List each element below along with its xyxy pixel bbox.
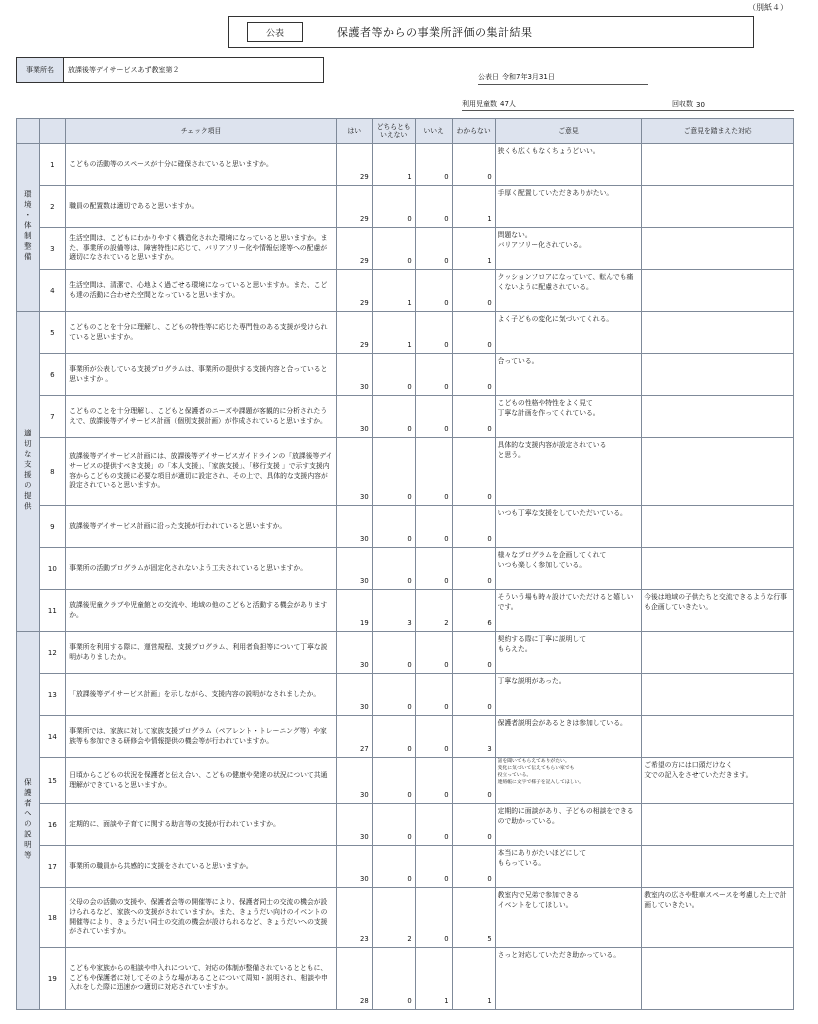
count-yes: 30 bbox=[336, 438, 372, 506]
header-unknown: わからない bbox=[452, 119, 495, 144]
check-item: 放課後児童クラブや児童館との交流や、地域の他のこどもと活動する機会がありますか。 bbox=[66, 590, 337, 632]
user-count bbox=[462, 99, 516, 109]
user-count-label: 利用児童数 bbox=[462, 100, 497, 108]
count-neither: 0 bbox=[372, 548, 415, 590]
response-cell: 教室内の広さや駐車スペースを考慮した上で計画していきたい。 bbox=[642, 888, 794, 948]
check-item: 事業所を利用する際に、運営規程、支援プログラム、利用者負担等について丁寧な説明がありましたか。 bbox=[66, 632, 337, 674]
check-item: こどものことを十分に理解し、こどもの特性等に応じた専門性のある支援が受けられていると思いますか。 bbox=[66, 312, 337, 354]
opinion-cell: 定期的に面談があり、子どもの相談をできるので助かっている。 bbox=[495, 804, 642, 846]
response-cell bbox=[642, 846, 794, 888]
check-item: 放課後等デイサービス計画には、放課後等デイサービスガイドラインの「放課後等デイサービスの提供すべき支援」の「本人支援」、「家族支援」、「移行支援 」で示す支援内容からこどもの支援に必要な項目が適切に設定され、その上で、具体的な支援内容が設定されていると思いますか。 bbox=[66, 438, 337, 506]
opinion-cell: 狭くも広くもなくちょうどいい。 bbox=[495, 144, 642, 186]
count-no: 0 bbox=[415, 144, 452, 186]
response-cell bbox=[642, 144, 794, 186]
opinion-cell: クッションフロアになっていて、転んでも痛くないように配慮されている。 bbox=[495, 270, 642, 312]
row-number: 15 bbox=[39, 758, 66, 804]
count-neither: 0 bbox=[372, 632, 415, 674]
category-cell bbox=[17, 312, 40, 632]
count-neither: 0 bbox=[372, 804, 415, 846]
category-cell bbox=[17, 144, 40, 312]
check-item: こどもの活動等のスペースが十分に確保されていると思いますか。 bbox=[66, 144, 337, 186]
response-cell: 今後は地域の子供たちと交流できるような行事も企画していきたい。 bbox=[642, 590, 794, 632]
count-unknown: 0 bbox=[452, 438, 495, 506]
count-unknown: 1 bbox=[452, 948, 495, 1010]
count-unknown: 0 bbox=[452, 144, 495, 186]
row-number: 4 bbox=[39, 270, 66, 312]
response-cell bbox=[642, 438, 794, 506]
opinion-cell: 教室内で兄弟で参加できる イベントをしてほしい。 bbox=[495, 888, 642, 948]
check-item: 定期的に、面談や子育てに関する助言等の支援が行われていますか。 bbox=[66, 804, 337, 846]
response-count-value: 30 bbox=[696, 101, 705, 109]
response-cell: ご希望の方には口頭だけなく 文での記入をさせていただきます。 bbox=[642, 758, 794, 804]
count-yes: 30 bbox=[336, 354, 372, 396]
table-row bbox=[17, 548, 794, 590]
response-cell bbox=[642, 948, 794, 1010]
count-no: 0 bbox=[415, 506, 452, 548]
opinion-cell: 話を聞いてもらえてありがたい。 変化に気づいて伝えてもらい家でも 役立っている。 連絡帳に文字で様子を記入してほしい。 bbox=[495, 758, 642, 804]
publish-date-underline bbox=[478, 84, 648, 85]
table-row bbox=[17, 804, 794, 846]
response-cell bbox=[642, 674, 794, 716]
table-row bbox=[17, 312, 794, 354]
row-number: 18 bbox=[39, 888, 66, 948]
count-unknown: 0 bbox=[452, 354, 495, 396]
response-count bbox=[672, 99, 705, 109]
count-unknown: 0 bbox=[452, 506, 495, 548]
opinion-cell: 丁寧な説明があった。 bbox=[495, 674, 642, 716]
count-neither: 3 bbox=[372, 590, 415, 632]
row-number: 9 bbox=[39, 506, 66, 548]
count-yes: 28 bbox=[336, 948, 372, 1010]
count-yes: 30 bbox=[336, 758, 372, 804]
count-neither: 0 bbox=[372, 674, 415, 716]
count-yes: 30 bbox=[336, 396, 372, 438]
opinion-cell: よく子どもの変化に気づいてくれる。 bbox=[495, 312, 642, 354]
count-unknown: 0 bbox=[452, 548, 495, 590]
count-no: 0 bbox=[415, 354, 452, 396]
header-category bbox=[17, 119, 40, 144]
count-neither: 0 bbox=[372, 846, 415, 888]
count-no: 0 bbox=[415, 438, 452, 506]
count-neither: 0 bbox=[372, 438, 415, 506]
count-no: 0 bbox=[415, 758, 452, 804]
check-item: 日頃からこどもの状況を保護者と伝え合い、こどもの健康や発達の状況について共通理解ができていると思いますか。 bbox=[66, 758, 337, 804]
table-row bbox=[17, 590, 794, 632]
table-row bbox=[17, 144, 794, 186]
table-row bbox=[17, 438, 794, 506]
count-yes: 23 bbox=[336, 888, 372, 948]
row-number: 19 bbox=[39, 948, 66, 1010]
row-number: 5 bbox=[39, 312, 66, 354]
header-no-answer: いいえ bbox=[415, 119, 452, 144]
check-item: こどもや家族からの相談や申入れについて、対応の体制が整備されているとともに、こどもや保護者に対してそのような場があることについて周知・説明され、相談や申入れをした際に迅速かつ適切に対応されていますか。 bbox=[66, 948, 337, 1010]
count-no: 2 bbox=[415, 590, 452, 632]
table-row bbox=[17, 270, 794, 312]
row-number: 13 bbox=[39, 674, 66, 716]
table-row bbox=[17, 186, 794, 228]
count-unknown: 0 bbox=[452, 632, 495, 674]
response-cell bbox=[642, 396, 794, 438]
count-neither: 0 bbox=[372, 354, 415, 396]
count-neither: 0 bbox=[372, 506, 415, 548]
public-tag: 公表 bbox=[247, 22, 303, 42]
table-row bbox=[17, 632, 794, 674]
check-item: 職員の配置数は適切であると思いますか。 bbox=[66, 186, 337, 228]
count-yes: 30 bbox=[336, 632, 372, 674]
row-number: 17 bbox=[39, 846, 66, 888]
check-item: 事業所では、家族に対して家族支援プログラム（ペアレント・トレーニング等）や家族等も参加できる研修会や情報提供の機会等が行われていますか。 bbox=[66, 716, 337, 758]
check-item: 生活空間は、清潔で、心地よく過ごせる環境になっていると思いますか。また、こども達の活動に合わせた空間となっていると思いますか。 bbox=[66, 270, 337, 312]
publish-date-label: 公表日 bbox=[478, 73, 499, 81]
row-number: 8 bbox=[39, 438, 66, 506]
count-unknown: 0 bbox=[452, 312, 495, 354]
response-cell bbox=[642, 548, 794, 590]
category-label: 環境・体制整備 bbox=[23, 190, 33, 263]
response-cell bbox=[642, 312, 794, 354]
count-unknown: 0 bbox=[452, 270, 495, 312]
count-yes: 29 bbox=[336, 144, 372, 186]
opinion-cell: 契約する際に丁寧に説明して もらえた。 bbox=[495, 632, 642, 674]
response-count-label: 回収数 bbox=[672, 100, 693, 108]
row-number: 1 bbox=[39, 144, 66, 186]
check-item: 事業所の活動プログラムが固定化されないよう工夫されていると思いますか。 bbox=[66, 548, 337, 590]
count-neither: 0 bbox=[372, 948, 415, 1010]
count-unknown: 0 bbox=[452, 846, 495, 888]
table-row bbox=[17, 354, 794, 396]
header-opinion: ご意見 bbox=[495, 119, 642, 144]
count-yes: 19 bbox=[336, 590, 372, 632]
table-row bbox=[17, 396, 794, 438]
header-yes: はい bbox=[336, 119, 372, 144]
count-yes: 30 bbox=[336, 846, 372, 888]
count-unknown: 0 bbox=[452, 396, 495, 438]
title-box bbox=[228, 16, 754, 48]
response-cell bbox=[642, 228, 794, 270]
row-number: 11 bbox=[39, 590, 66, 632]
opinion-cell: 本当にありがたいほどにして もらっている。 bbox=[495, 846, 642, 888]
count-no: 1 bbox=[415, 948, 452, 1010]
opinion-cell: 様々なプログラムを企画してくれて いつも楽しく参加している。 bbox=[495, 548, 642, 590]
meta-underline bbox=[462, 110, 794, 111]
count-no: 0 bbox=[415, 804, 452, 846]
count-yes: 30 bbox=[336, 674, 372, 716]
count-no: 0 bbox=[415, 312, 452, 354]
page-title: 保護者等からの事業所評価の集計結果 bbox=[337, 26, 533, 39]
table-row bbox=[17, 506, 794, 548]
check-item: 事業所が公表している支援プログラムは、事業所の提供する支援内容と合っていると思いますか 。 bbox=[66, 354, 337, 396]
response-cell bbox=[642, 354, 794, 396]
check-item: 生活空間は、こどもにわかりやすく構造化された環境になっていると思いますか。また、事業所の設備等は、障害特性に応じて、バリアフリー化や情報伝達等への配慮が適切になされていると思いますか。 bbox=[66, 228, 337, 270]
opinion-cell: そういう場も時々設けていただけると嬉しいです。 bbox=[495, 590, 642, 632]
publish-date-value: 令和7年3月31日 bbox=[502, 73, 555, 81]
row-number: 16 bbox=[39, 804, 66, 846]
table-body bbox=[17, 144, 794, 1010]
row-number: 14 bbox=[39, 716, 66, 758]
row-number: 10 bbox=[39, 548, 66, 590]
header-neither: どちらとも いえない bbox=[372, 119, 415, 144]
table-row bbox=[17, 674, 794, 716]
opinion-cell: こどもの性格や特性をよく見て 丁寧な計画を作ってくれている。 bbox=[495, 396, 642, 438]
count-yes: 30 bbox=[336, 804, 372, 846]
opinion-cell: いつも丁寧な支援をしていただいている。 bbox=[495, 506, 642, 548]
row-number: 7 bbox=[39, 396, 66, 438]
office-box bbox=[16, 57, 324, 83]
response-cell bbox=[642, 506, 794, 548]
user-count-value: 47人 bbox=[500, 100, 516, 108]
count-no: 0 bbox=[415, 270, 452, 312]
count-unknown: 0 bbox=[452, 674, 495, 716]
table-row bbox=[17, 228, 794, 270]
office-label: 事業所名 bbox=[17, 58, 64, 82]
count-unknown: 0 bbox=[452, 758, 495, 804]
count-no: 0 bbox=[415, 674, 452, 716]
response-cell bbox=[642, 716, 794, 758]
count-neither: 1 bbox=[372, 270, 415, 312]
count-unknown: 6 bbox=[452, 590, 495, 632]
check-item: こどものことを十分理解し、こどもと保護者のニーズや課題が客観的に分析されたうえで、放課後等デイサービス計画（個別支援計画）が作成されていると思いますか。 bbox=[66, 396, 337, 438]
table-row bbox=[17, 948, 794, 1010]
count-no: 0 bbox=[415, 632, 452, 674]
count-unknown: 1 bbox=[452, 186, 495, 228]
count-yes: 27 bbox=[336, 716, 372, 758]
table-row bbox=[17, 888, 794, 948]
count-no: 0 bbox=[415, 396, 452, 438]
header-item: チェック項目 bbox=[66, 119, 337, 144]
check-item: 父母の会の活動の支援や、保護者会等の開催等により、保護者同士の交流の機会が設けられるなど、家族への支援がされていますか。また、きょうだい向けのイベントの開催等により、きょうだい同士の交流の機会が設けられるなど、きょうだいへの支援がされていますか。 bbox=[66, 888, 337, 948]
opinion-cell: 保護者説明会があるときは参加している。 bbox=[495, 716, 642, 758]
response-cell bbox=[642, 804, 794, 846]
count-yes: 29 bbox=[336, 312, 372, 354]
office-name: 放課後等デイサービスあず教室第２ bbox=[68, 66, 180, 74]
count-no: 0 bbox=[415, 228, 452, 270]
check-item: 事業所の職員から共感的に支援をされていると思いますか。 bbox=[66, 846, 337, 888]
count-no: 0 bbox=[415, 716, 452, 758]
response-cell bbox=[642, 186, 794, 228]
opinion-cell: 問題ない。 バリアフリー化されている。 bbox=[495, 228, 642, 270]
count-yes: 29 bbox=[336, 228, 372, 270]
opinion-cell: 合っている。 bbox=[495, 354, 642, 396]
count-no: 0 bbox=[415, 186, 452, 228]
count-yes: 29 bbox=[336, 270, 372, 312]
count-no: 0 bbox=[415, 846, 452, 888]
category-label: 適切な支援の提供 bbox=[23, 428, 33, 513]
count-neither: 0 bbox=[372, 228, 415, 270]
count-unknown: 1 bbox=[452, 228, 495, 270]
opinion-cell: 具体的な支援内容が設定されている と思う。 bbox=[495, 438, 642, 506]
count-unknown: 0 bbox=[452, 804, 495, 846]
table-row bbox=[17, 716, 794, 758]
count-yes: 29 bbox=[336, 186, 372, 228]
response-cell bbox=[642, 270, 794, 312]
header-response: ご意見を踏まえた対応 bbox=[642, 119, 794, 144]
check-item: 「放課後等デイサービス計画」を示しながら、支援内容の説明がなされましたか。 bbox=[66, 674, 337, 716]
row-number: 6 bbox=[39, 354, 66, 396]
publish-date bbox=[478, 72, 555, 82]
count-neither: 0 bbox=[372, 186, 415, 228]
opinion-cell: さっと対応していただき助かっている。 bbox=[495, 948, 642, 1010]
count-no: 0 bbox=[415, 548, 452, 590]
category-cell bbox=[17, 632, 40, 1010]
count-neither: 0 bbox=[372, 758, 415, 804]
category-label: 保護者への説明等 bbox=[23, 777, 33, 862]
count-neither: 0 bbox=[372, 716, 415, 758]
count-neither: 0 bbox=[372, 396, 415, 438]
count-neither: 1 bbox=[372, 312, 415, 354]
opinion-cell: 手厚く配置していただきありがたい。 bbox=[495, 186, 642, 228]
table-row bbox=[17, 846, 794, 888]
row-number: 2 bbox=[39, 186, 66, 228]
count-unknown: 5 bbox=[452, 888, 495, 948]
count-neither: 2 bbox=[372, 888, 415, 948]
table-row bbox=[17, 758, 794, 804]
check-item: 放課後等デイサービス計画に沿った支援が行われていると思いますか。 bbox=[66, 506, 337, 548]
row-number: 3 bbox=[39, 228, 66, 270]
count-no: 0 bbox=[415, 888, 452, 948]
row-number: 12 bbox=[39, 632, 66, 674]
annex-label: （別紙４） bbox=[748, 3, 788, 12]
count-unknown: 3 bbox=[452, 716, 495, 758]
evaluation-table bbox=[16, 118, 794, 1010]
count-yes: 30 bbox=[336, 506, 372, 548]
response-cell bbox=[642, 632, 794, 674]
table-header-row bbox=[17, 119, 794, 144]
count-yes: 30 bbox=[336, 548, 372, 590]
header-no bbox=[39, 119, 66, 144]
count-neither: 1 bbox=[372, 144, 415, 186]
